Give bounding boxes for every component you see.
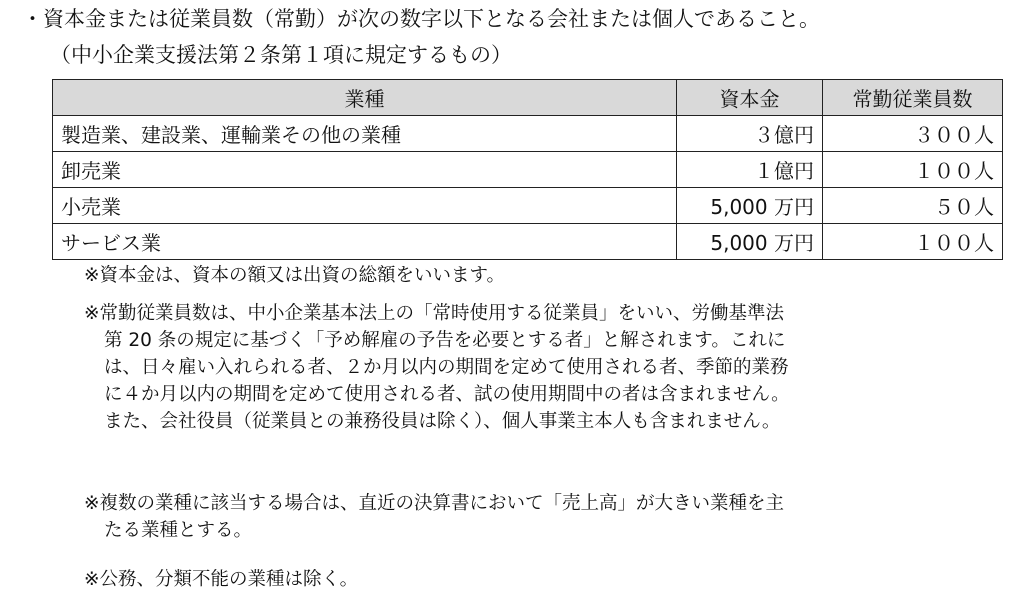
heading: ・資本金または従業員数（常勤）が次の数字以下となる会社または個人であること。 [22, 7, 820, 31]
table-row [53, 188, 1003, 224]
employees-cell: １００人 [823, 152, 1003, 188]
table-row [53, 224, 1003, 260]
employees-cell: １００人 [823, 224, 1003, 260]
note-line: ※公務、分類不能の業種は除く。 [84, 569, 359, 590]
note-line: ※常勤従業員数は、中小企業基本法上の「常時使用する従業員」をいい、労働基準法 [84, 303, 785, 324]
note-line: 第 20 条の規定に基づく「予め解雇の予告を必要とする者」と解されます。これに [104, 330, 786, 351]
header-industry: 業種 [53, 80, 677, 116]
note-line: たる業種とする。 [104, 520, 253, 541]
note-excluded [84, 566, 358, 593]
employees-cell: ５０人 [823, 188, 1003, 224]
note-line: は、日々雇い入れられる者、２か月以内の期間を定めて使用される者、季節的業務 [104, 357, 789, 378]
table-row [53, 152, 1003, 188]
industry-cell: サービス業 [53, 224, 677, 260]
table-header-row [53, 80, 1003, 116]
note-employees [84, 300, 790, 435]
criteria-table [52, 79, 1003, 260]
subheading: （中小企業支援法第２条第１項に規定するもの） [50, 43, 512, 67]
note-line: ※資本金は、資本の額又は出資の総額をいいます。 [84, 265, 506, 286]
industry-cell: 卸売業 [53, 152, 677, 188]
industry-cell: 製造業、建設業、運輸業その他の業種 [53, 116, 677, 152]
employees-cell: ３００人 [823, 116, 1003, 152]
header-capital: 資本金 [677, 80, 823, 116]
note-line: また、会社役員（従業員との兼務役員は除く）、個人事業主本人も含まれません。 [104, 411, 781, 432]
capital-cell: ３億円 [677, 116, 823, 152]
note-capital [84, 262, 505, 289]
header-employees: 常勤従業員数 [823, 80, 1003, 116]
capital-cell: 5,000 万円 [677, 188, 823, 224]
table-row [53, 116, 1003, 152]
capital-cell: １億円 [677, 152, 823, 188]
note-line: ※複数の業種に該当する場合は、直近の決算書において「売上高」が大きい業種を主 [84, 493, 785, 514]
industry-cell: 小売業 [53, 188, 677, 224]
capital-cell: 5,000 万円 [677, 224, 823, 260]
note-multiple-industries [84, 490, 784, 544]
note-line: に４か月以内の期間を定めて使用される者、試の使用期間中の者は含まれません。 [104, 384, 790, 405]
